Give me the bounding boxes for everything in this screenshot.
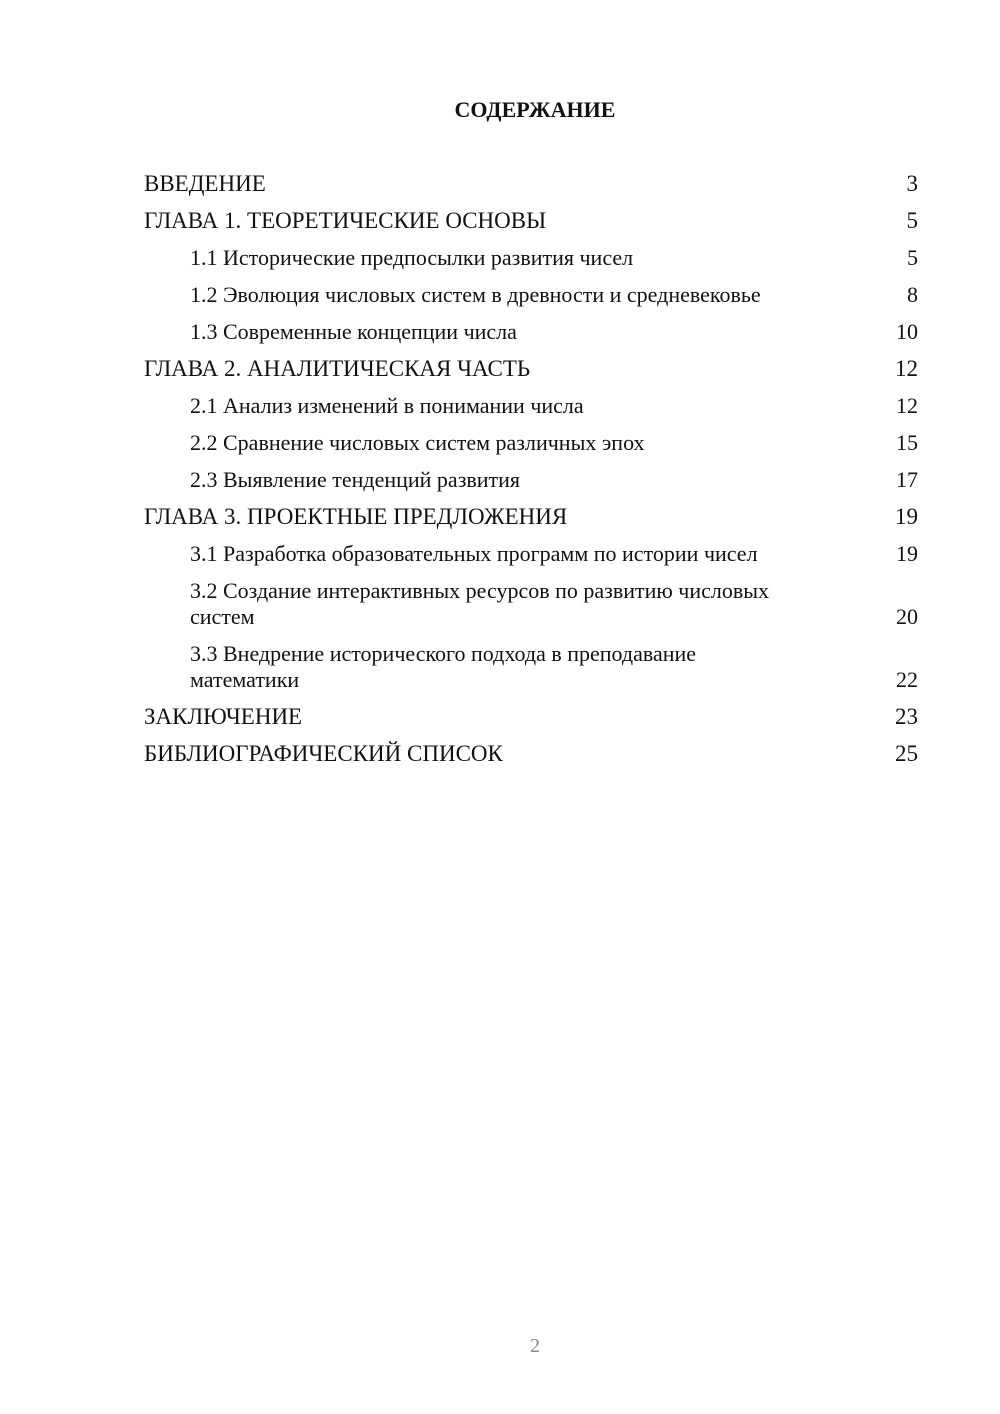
toc-entry-title: БИБЛИОГРАФИЧЕСКИЙ СПИСОК xyxy=(144,741,503,766)
toc-subsection xyxy=(144,245,918,271)
toc-chapter xyxy=(144,356,918,382)
toc-entry-page: 15 xyxy=(896,430,918,455)
toc-entry-title: ГЛАВА 3. ПРОЕКТНЫЕ ПРЕДЛОЖЕНИЯ xyxy=(144,504,568,529)
toc-entry-page: 22 xyxy=(896,667,918,692)
toc-entry-title: 2.3 Выявление тенденций развития xyxy=(190,467,521,492)
toc-entry-page: 5 xyxy=(906,208,918,233)
toc-subsection xyxy=(144,467,918,493)
toc-entry-title: 1.1 Исторические предпосылки развития чисел xyxy=(190,245,634,270)
toc-entry-page: 19 xyxy=(896,541,918,566)
toc-entry-page: 12 xyxy=(895,356,918,381)
table-of-contents xyxy=(144,171,918,778)
toc-entry-page: 25 xyxy=(895,741,918,766)
toc-subsection xyxy=(144,578,918,630)
toc-entry-page: 19 xyxy=(895,504,918,529)
toc-entry-title: ГЛАВА 2. АНАЛИТИЧЕСКАЯ ЧАСТЬ xyxy=(144,356,531,381)
toc-chapter xyxy=(144,704,918,730)
toc-chapter xyxy=(144,171,918,197)
toc-entry-page: 10 xyxy=(896,319,918,344)
toc-chapter xyxy=(144,504,918,530)
toc-entry-title: 3.3 Внедрение исторического подхода в преподавание математики xyxy=(190,641,697,692)
toc-subsection xyxy=(144,319,918,345)
toc-entry-title: ГЛАВА 1. ТЕОРЕТИЧЕСКИЕ ОСНОВЫ xyxy=(144,208,547,233)
toc-entry-title: 1.2 Эволюция числовых систем в древности и средневековье xyxy=(190,282,761,307)
page-number: 2 xyxy=(530,1335,540,1357)
toc-entry-page: 12 xyxy=(896,393,918,418)
toc-entry-title: 1.3 Современные концепции числа xyxy=(190,319,517,344)
toc-entry-page: 17 xyxy=(896,467,918,492)
toc-subsection xyxy=(144,430,918,456)
toc-subsection xyxy=(144,282,918,308)
toc-entry-title: ЗАКЛЮЧЕНИЕ xyxy=(144,704,303,729)
toc-subsection xyxy=(144,393,918,419)
toc-subsection xyxy=(144,641,918,693)
toc-chapter xyxy=(144,741,918,767)
toc-entry-title: 2.1 Анализ изменений в понимании числа xyxy=(190,393,584,418)
toc-entry-page: 5 xyxy=(907,245,918,270)
toc-entry-title: 3.2 Создание интерактивных ресурсов по развитию числовых систем xyxy=(190,578,770,629)
page-title: СОДЕРЖАНИЕ xyxy=(454,97,616,122)
toc-entry-page: 8 xyxy=(907,282,918,307)
toc-entry-title: 3.1 Разработка образовательных программ по истории чисел xyxy=(190,541,758,566)
toc-entry-page: 20 xyxy=(896,604,918,629)
toc-entry-page: 23 xyxy=(895,704,918,729)
toc-subsection xyxy=(144,541,918,567)
toc-entry-title: ВВЕДЕНИЕ xyxy=(144,171,266,196)
toc-entry-page: 3 xyxy=(906,171,918,196)
toc-entry-title: 2.2 Сравнение числовых систем различных эпох xyxy=(190,430,645,455)
toc-chapter xyxy=(144,208,918,234)
